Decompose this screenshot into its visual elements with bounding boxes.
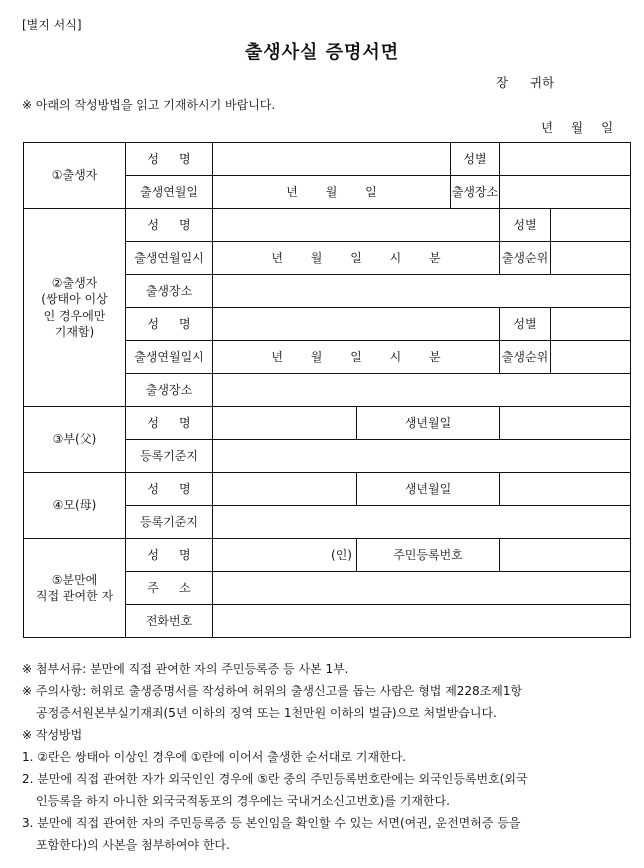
s1-name-input[interactable] (213, 143, 451, 176)
label-birth-order: 출생순위 (500, 242, 551, 275)
section-2-label: ②출생자 (쌍태아 이상 인 경우에만 기재함) (24, 209, 126, 407)
label-name: 성명 (126, 407, 213, 440)
s3-dob-input[interactable] (500, 407, 631, 440)
note-method-heading: ※ 작성방법 (22, 728, 83, 742)
label-birth-place: 출생장소 (126, 275, 213, 308)
note-method-2-cont: 인등록을 하지 아니한 외국국적동포의 경우에는 국내거소신고번호)를 기재한다. (36, 794, 450, 808)
note-method-3: 3. 분만에 직접 관여한 자의 주민등록증 등 본인임을 확인할 수 있는 서면(여권, 운전면허증 등을 (22, 816, 521, 830)
label-reg-base: 등록기준지 (126, 506, 213, 539)
s4-reg-base-input[interactable] (213, 506, 631, 539)
label-birth-order: 출생순위 (500, 341, 551, 374)
s2a-name-input[interactable] (213, 209, 500, 242)
s2a-birth-datetime-input[interactable]: 년 월 일 시 분 (213, 242, 500, 275)
note-attachment: ※ 첨부서류: 분만에 직접 관여한 자의 주민등록증 등 사본 1부. (22, 662, 349, 676)
s5-resident-no-input[interactable] (500, 539, 631, 572)
page-title: 출생사실 증명서면 (244, 42, 400, 63)
label-birth-place: 출생장소 (451, 176, 500, 209)
label-sex: 성별 (500, 308, 551, 341)
label-dob: 생년월일 (357, 407, 500, 440)
label-phone: 전화번호 (126, 605, 213, 638)
note-method-2: 2. 분만에 직접 관여한 자가 외국인인 경우에 ⑤란 중의 주민등록번호란에는 외국인등록번호(외국 (22, 772, 528, 786)
submission-date: 년 월 일 (541, 120, 614, 135)
section-5-label: ⑤분만에 직접 관여한 자 (24, 539, 126, 638)
label-reg-base: 등록기준지 (126, 440, 213, 473)
label-sex: 성별 (500, 209, 551, 242)
section-4-label: ④모(母) (24, 473, 126, 539)
label-name: 성명 (126, 473, 213, 506)
s2b-sex-input[interactable] (551, 308, 631, 341)
s1-birth-place-input[interactable] (500, 176, 631, 209)
form-tag: [별지 서식] (22, 18, 82, 32)
label-birth-place: 출생장소 (126, 374, 213, 407)
addressee: 장 귀하 (496, 75, 555, 90)
s4-dob-input[interactable] (500, 473, 631, 506)
note-method-1: 1. ②란은 쌍태아 이상인 경우에 ①란에 이어서 출생한 순서대로 기재한다. (22, 750, 407, 764)
note-caution-cont: 공정증서원본부실기재죄(5년 이하의 징역 또는 1천만원 이하의 벌금)으로 처벌받습니다. (36, 706, 497, 720)
s2b-name-input[interactable] (213, 308, 500, 341)
label-name: 성명 (126, 209, 213, 242)
label-sex: 성별 (451, 143, 500, 176)
label-name: 성명 (126, 308, 213, 341)
label-resident-no: 주민등록번호 (357, 539, 500, 572)
s1-sex-input[interactable] (500, 143, 631, 176)
s4-name-input[interactable] (213, 473, 357, 506)
label-name: 성명 (126, 539, 213, 572)
s1-birth-date-input[interactable]: 년 월 일 (213, 176, 451, 209)
s2a-birth-place-input[interactable] (213, 275, 631, 308)
note-caution: ※ 주의사항: 허위로 출생증명서를 작성하여 허위의 출생신고를 돕는 사람은 형법 제228조제1항 (22, 684, 523, 698)
s2a-birth-order-input[interactable] (551, 242, 631, 275)
seal-mark: (인) (331, 547, 352, 562)
section-1-label: ①출생자 (24, 143, 126, 209)
s5-address-input[interactable] (213, 572, 631, 605)
s2b-birth-place-input[interactable] (213, 374, 631, 407)
label-dob: 생년월일 (357, 473, 500, 506)
notes-section (22, 658, 628, 856)
label-address: 주소 (126, 572, 213, 605)
label-name: 성명 (126, 143, 213, 176)
s5-phone-input[interactable] (213, 605, 631, 638)
s3-name-input[interactable] (213, 407, 357, 440)
label-birth-date: 출생연월일 (126, 176, 213, 209)
section-3-label: ③부(父) (24, 407, 126, 473)
s5-name-input[interactable] (213, 539, 357, 572)
s2a-sex-input[interactable] (551, 209, 631, 242)
s3-reg-base-input[interactable] (213, 440, 631, 473)
birth-certificate-form (23, 142, 631, 638)
note-method-3-cont: 포함한다)의 사본을 첨부하여야 한다. (36, 838, 230, 852)
instruction-text: ※ 아래의 작성방법을 읽고 기재하시기 바랍니다. (22, 98, 276, 112)
s2b-birth-order-input[interactable] (551, 341, 631, 374)
label-birth-datetime: 출생연월일시 (126, 242, 213, 275)
label-birth-datetime: 출생연월일시 (126, 341, 213, 374)
s2b-birth-datetime-input[interactable]: 년 월 일 시 분 (213, 341, 500, 374)
